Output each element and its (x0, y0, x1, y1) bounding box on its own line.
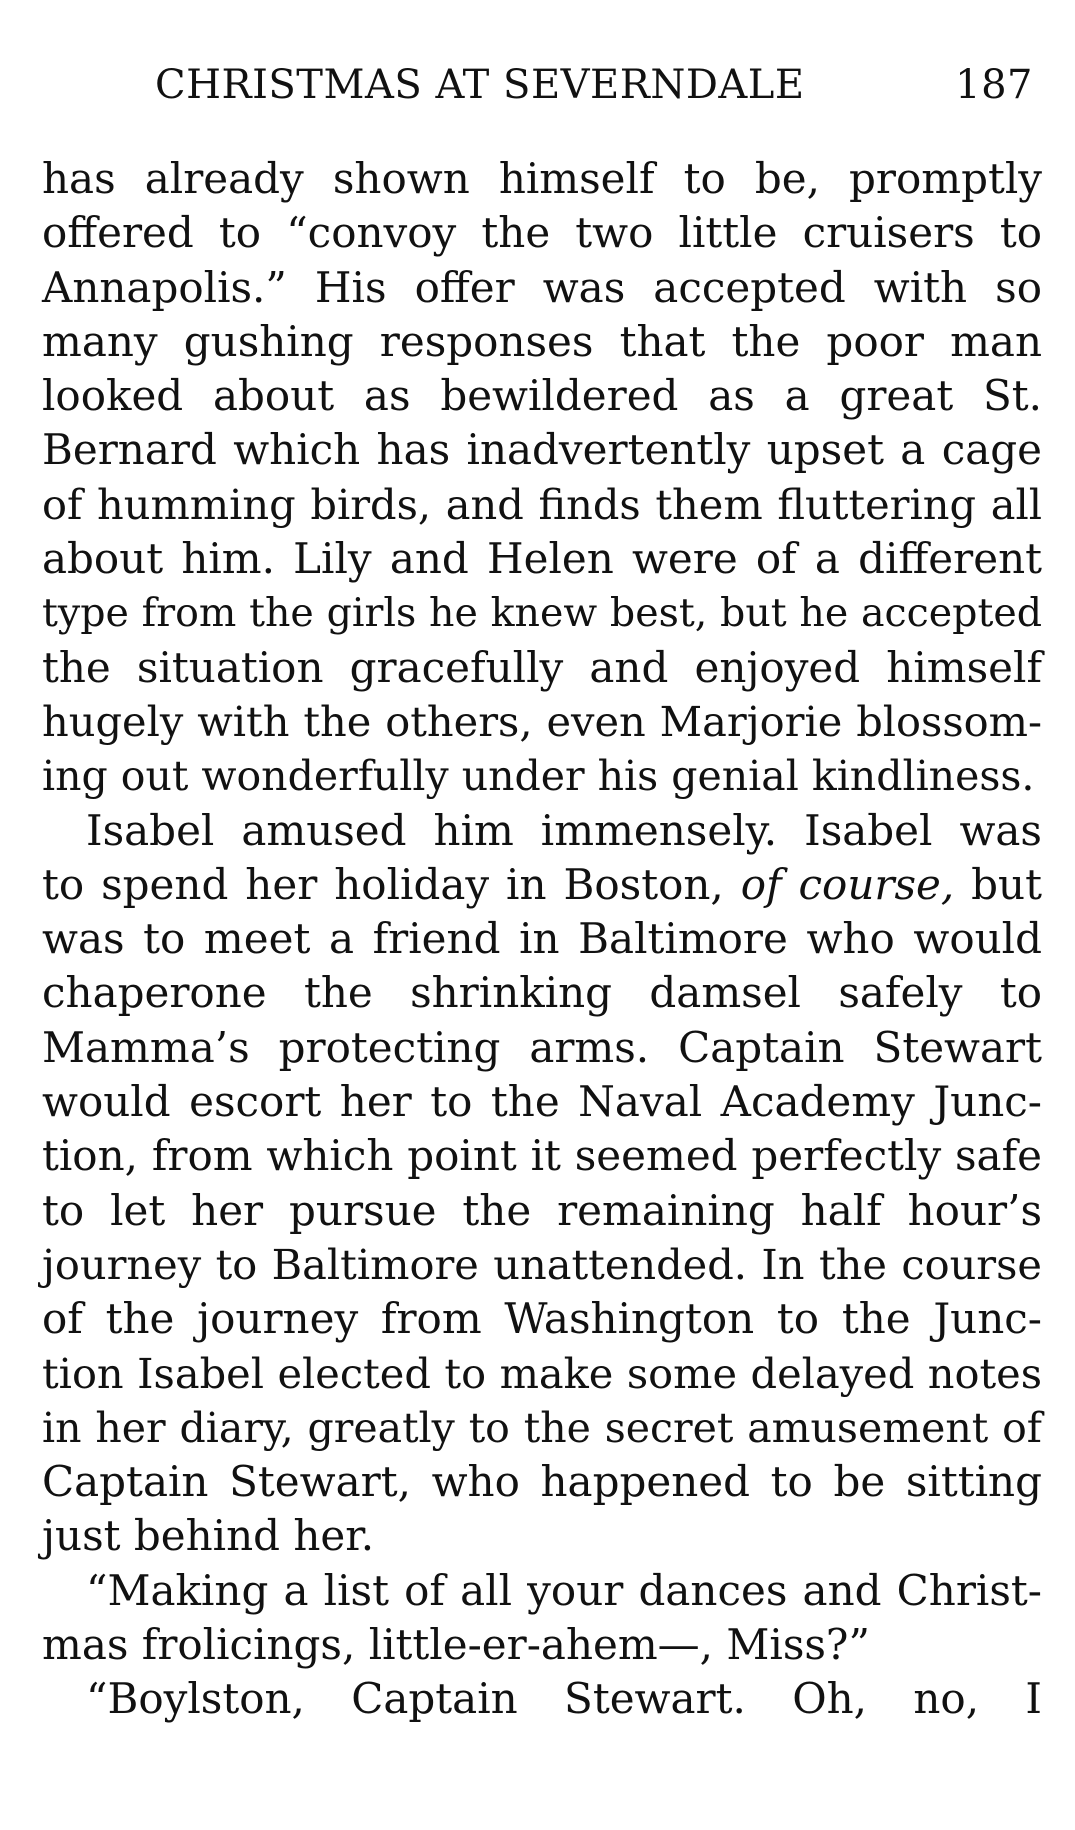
text-line: has already shown himself to be, promptly (42, 154, 1042, 203)
text-line: was to meet a friend in Baltimore who would (42, 914, 1042, 964)
text-line: Isabel amused him immensely. Isabel was (86, 805, 1042, 855)
text-line: would escort her to the Naval Academy Junc- (42, 1077, 1042, 1127)
text-line: Mamma’s protecting arms. Captain Stewart (42, 1022, 1042, 1072)
text-line: Captain Stewart, who happened to be sitting (42, 1457, 1042, 1507)
text-line: Annapolis.” His offer was accepted with so (42, 262, 1042, 312)
text-segment: to spend her holiday in Boston, (42, 859, 741, 909)
text-line: ing out wonderfully under his genial kindliness. (42, 752, 1035, 801)
text-line: looked about as bewildered as a great St. (42, 371, 1042, 421)
text-line: chaperone the shrinking damsel safely to (42, 968, 1042, 1018)
text-line: “Making a list of all your dances and Christ- (86, 1565, 1042, 1615)
text-line: just behind her. (42, 1511, 375, 1561)
running-head (155, 58, 1033, 112)
body-text (42, 152, 1042, 1727)
text-line-with-italic (42, 858, 1042, 912)
running-title: CHRISTMAS AT SEVERNDALE (155, 62, 805, 108)
text-line: mas frolicings, little-er-ahem—, Miss?” (42, 1620, 870, 1670)
text-line: Bernard which has inadvertently upset a cage (42, 425, 1042, 475)
text-line: the situation gracefully and enjoyed himself (42, 642, 1042, 692)
text-line: tion, from which point it seemed perfectly safe (42, 1131, 1042, 1181)
text-line: journey to Baltimore unattended. In the course (42, 1239, 1042, 1289)
text-line: tion Isabel elected to make some delayed notes (42, 1348, 1042, 1398)
text-line: to let her pursue the remaining half hour’s (42, 1185, 1042, 1235)
text-line: about him. Lily and Helen were of a different (42, 534, 1042, 584)
text-line: of the journey from Washington to the Junc- (42, 1294, 1042, 1344)
text-line: “Boylston, Captain Stewart. Oh, no, I (86, 1674, 1042, 1724)
page-number: 187 (955, 62, 1033, 108)
italic-phrase: of course, (740, 859, 955, 909)
text-line: in her diary, greatly to the secret amusement of (42, 1403, 1042, 1452)
text-line: offered to “convoy the two little cruisers to (42, 208, 1042, 258)
text-line: of humming birds, and finds them fluttering all (42, 479, 1042, 529)
text-line: type from the girls he knew best, but he accepted (42, 590, 1042, 637)
text-segment: but (954, 859, 1042, 909)
text-line: hugely with the others, even Marjorie blossom- (42, 696, 1042, 746)
text-line: many gushing responses that the poor man (42, 316, 1042, 366)
